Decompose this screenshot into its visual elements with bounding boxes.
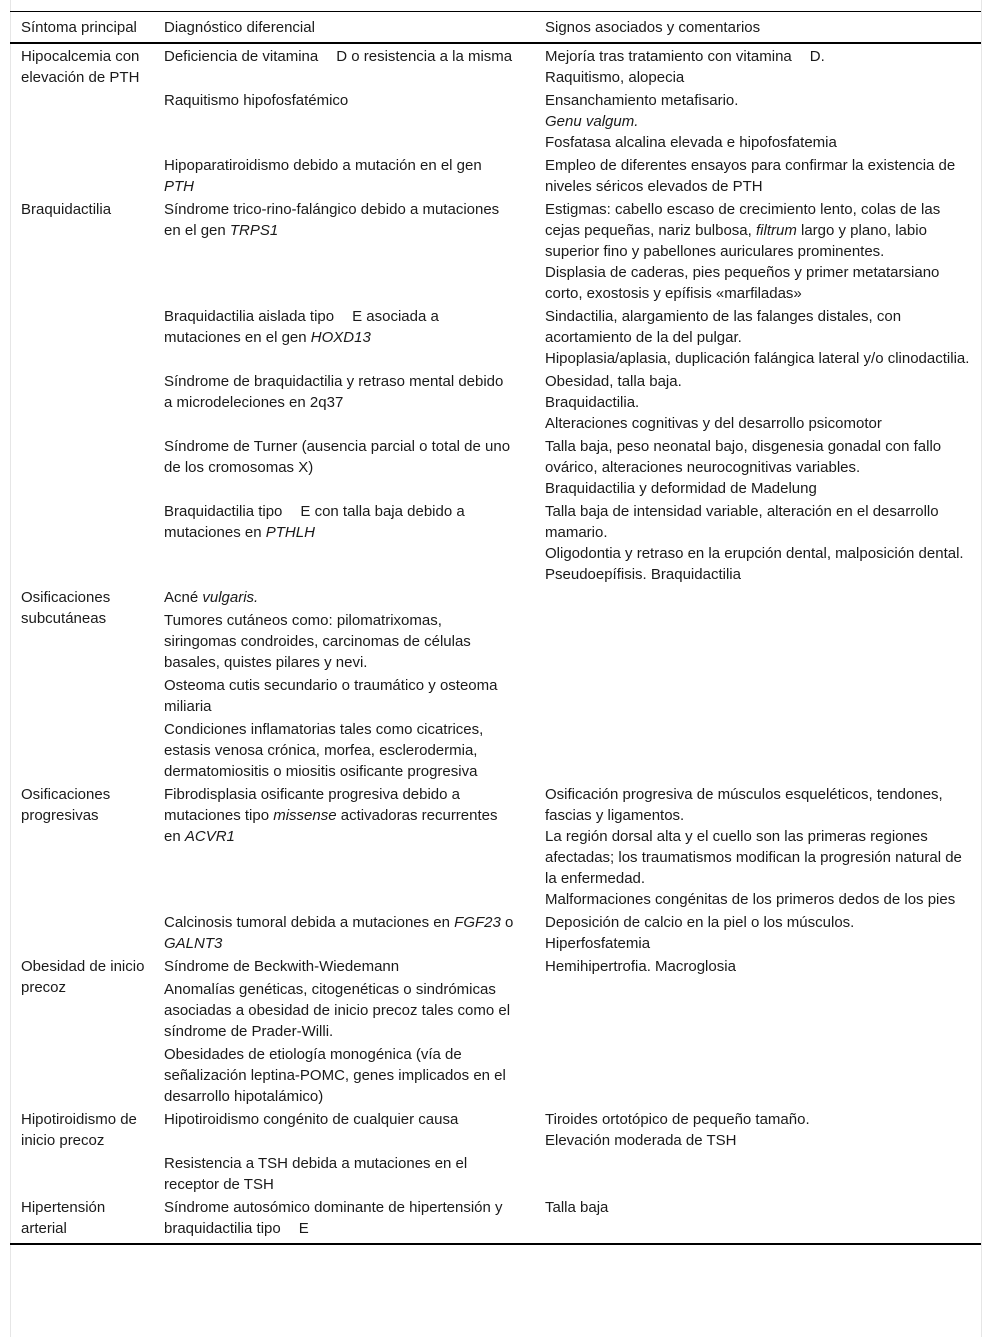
text-run: Pseudoepífisis. Braquidactilia [545,566,741,583]
table-row [10,673,981,717]
comments-cell [534,585,981,608]
comment-line [545,262,971,304]
text-run: Talla baja, peso neonatal bajo, disgenesia gonadal con fallo ovárico, alteraciones neurocognitivas variables. [545,438,942,476]
italic-text: Genu valgum. [545,113,639,130]
differential-cell [153,910,534,954]
comments-cell [534,608,981,673]
table-row [10,910,981,954]
comments-cell [534,954,981,977]
comment-line [545,67,971,88]
table-row [10,954,981,977]
comment-line [545,478,971,499]
comment-line [545,371,971,392]
text-run: Estigmas: cabello escaso de crecimiento lento, colas de las cejas pequeñas, nariz bulbosa, [545,201,941,239]
symptom-cell: Hipertensión arterial [21,1199,106,1237]
differential-cell [153,1042,534,1107]
comments-cell [534,153,981,197]
comments-cell [534,717,981,782]
italic-text: filtrum [755,222,797,239]
text-run: D o resistencia a la misma [336,48,513,65]
comment-line [545,199,971,262]
table-row [10,1042,981,1107]
text-run: E asociada a mutaciones en el gen [164,308,439,346]
comment-line [545,826,971,889]
comments-cell [534,782,981,910]
differential-cell [153,1107,534,1151]
text-run: Mejoría tras tratamiento con vitamina [545,48,792,65]
comment-line [545,392,971,413]
italic-text: missense [273,807,337,824]
symptom-cell: Braquidactilia [21,201,112,218]
text-run: Osificación progresiva de músculos esqueléticos, tendones, fascias y ligamentos. [545,786,943,824]
text-run: Raquitismo, alopecia [545,69,685,86]
text-run: E [298,1220,309,1237]
differential-cell [153,608,534,673]
table-row [10,782,981,910]
differential-cell [153,43,534,88]
table-row [10,608,981,673]
text-run: Elevación moderada de TSH [545,1132,737,1149]
comment-line [545,90,971,111]
header-comments: Signos asociados y comentarios [534,12,981,44]
text-run: E con talla baja debido a mutaciones en [164,503,465,541]
text-run: Deposición de calcio en la piel o los músculos. [545,914,855,931]
text-run: activadoras recurrentes en [164,807,498,845]
differential-cell [153,304,534,369]
differential-cell [153,717,534,782]
comments-cell [534,88,981,153]
text-run: Oligodontia y retraso en la erupción dental, malposición dental. [545,545,964,562]
text-run: Resistencia a TSH debida a mutaciones en el receptor de TSH [164,1155,468,1193]
comment-line [545,348,971,369]
text-run: Malformaciones congénitas de los primeros dedos de los pies [545,891,956,908]
comments-cell [534,43,981,88]
table-row [10,1151,981,1195]
comment-line [545,111,971,132]
text-run: Empleo de diferentes ensayos para confirmar la existencia de niveles séricos elevados de PTH [545,157,956,195]
comments-cell [534,1151,981,1195]
differential-cell [153,1151,534,1195]
text-run: Obesidades de etiología monogénica (vía de señalización leptina-POMC, genes implicados en el desarrollo hipotalámico) [164,1046,506,1105]
symptom-cell: Hipotiroidismo de inicio precoz [21,1111,137,1149]
differential-cell [153,1195,534,1244]
table-row [10,43,981,88]
italic-text: PTH [164,178,194,195]
text-run: Fibrodisplasia osificante progresiva debido a mutaciones tipo [164,786,461,824]
differential-cell [153,673,534,717]
italic-text: vulgaris. [202,589,259,606]
table-row [10,1107,981,1151]
table-row [10,977,981,1042]
symptom-cell: Hipocalcemia con elevación de PTH [21,48,140,86]
text-run: Hiperfosfatemia [545,935,651,952]
comment-line [545,436,971,478]
comment-line [545,889,971,910]
table-row [10,434,981,499]
table-row [10,153,981,197]
comment-line [545,46,971,67]
differential-diagnosis-table [10,11,981,1245]
text-run: Tumores cutáneos como: pilomatrixomas, siringomas condroides, carcinomas de células basales, quistes pilares y nevi. [164,612,471,671]
text-run: Alteraciones cognitivas y del desarrollo psicomotor [545,415,882,432]
comments-cell [534,977,981,1042]
table-row [10,197,981,304]
comments-cell [534,304,981,369]
italic-text: PTHLH [265,524,315,541]
comment-line [545,1197,971,1218]
comments-cell [534,197,981,304]
header-differential: Diagnóstico diferencial [153,12,534,44]
comments-cell [534,910,981,954]
text-run: Síndrome de Turner (ausencia parcial o total de uno de los cromosomas X) [164,438,511,476]
differential-cell [153,782,534,910]
italic-text: ACVR1 [184,828,235,845]
text-run: Raquitismo hipofosfatémico [164,92,349,109]
comment-line [545,155,971,197]
comment-line [545,543,971,564]
differential-cell [153,153,534,197]
text-run: Braquidactilia aislada tipo [164,308,335,325]
text-run: Anomalías genéticas, citogenéticas o sindrómicas asociadas a obesidad de inicio precoz tales como el síndrome de Prader-Willi. [164,981,511,1040]
differential-cell [153,197,534,304]
symptom-cell: Osificaciones progresivas [21,786,111,824]
text-run: Síndrome trico-rino-falángico debido a mutaciones en el gen [164,201,500,239]
text-run: Acné [164,589,203,606]
differential-cell [153,369,534,434]
table-row [10,1195,981,1244]
comment-line [545,784,971,826]
italic-text: FGF23 [454,914,501,931]
text-run: Síndrome de Beckwith-Wiedemann [164,958,400,975]
differential-cell [153,434,534,499]
header-symptom: Síntoma principal [10,12,153,44]
table-body [10,43,981,1244]
comment-line [545,1109,971,1130]
text-run: Síndrome de braquidactilia y retraso mental debido a microdeleciones en 2q37 [164,373,504,411]
differential-cell [153,977,534,1042]
table-row [10,585,981,608]
table-row [10,499,981,585]
text-run: Hemihipertrofia. Macroglosia [545,958,736,975]
text-run: Deficiencia de vitamina [164,48,319,65]
comment-line [545,413,971,434]
text-run: Obesidad, talla baja. [545,373,682,390]
comment-line [545,933,971,954]
text-run: Braquidactilia y deformidad de Madelung [545,480,817,497]
text-run: Condiciones inflamatorias tales como cicatrices, estasis venosa crónica, morfea, esclerodermia, dermatomiositis o miositis osificante progresiva [164,721,484,780]
differential-cell [153,585,534,608]
text-run: Talla baja [545,1199,609,1216]
table-header [10,12,981,44]
text-run: Displasia de caderas, pies pequeños y primer metatarsiano corto, exostosis y epífisis «marfiladas» [545,264,940,302]
italic-text: GALNT3 [164,935,223,952]
text-run: Braquidactilia tipo [164,503,283,520]
differential-cell [153,954,534,977]
text-run: Hipoparatiroidismo debido a mutación en el gen [164,157,482,174]
text-run: La región dorsal alta y el cuello son las primeras regiones afectadas; los traumatismos modifican la progresión natural de la enfermedad. [545,828,962,887]
comments-cell [534,673,981,717]
comments-cell [534,499,981,585]
text-run: Talla baja de intensidad variable, alteración en el desarrollo mamario. [545,503,939,541]
text-run: Osteoma cutis secundario o traumático y osteoma miliaria [164,677,498,715]
text-run: Hipotiroidismo congénito de cualquier causa [164,1111,459,1128]
text-run: o [500,914,514,931]
text-run: Fosfatasa alcalina elevada e hipofosfatemia [545,134,837,151]
comments-cell [534,1195,981,1244]
text-run: Calcinosis tumoral debida a mutaciones en [164,914,455,931]
comment-line [545,912,971,933]
comment-line [545,564,971,585]
text-run: Ensanchamiento metafisario. [545,92,739,109]
text-run: Síndrome autosómico dominante de hipertensión y braquidactilia tipo [164,1199,503,1237]
italic-text: TRPS1 [229,222,279,239]
text-run: Tiroides ortotópico de pequeño tamaño. [545,1111,810,1128]
differential-cell [153,88,534,153]
comment-line [545,501,971,543]
text-run: Braquidactilia. [545,394,640,411]
symptom-cell: Obesidad de inicio precoz [21,958,145,996]
symptom-cell: Osificaciones subcutáneas [21,589,111,627]
table-row [10,88,981,153]
comments-cell [534,1042,981,1107]
text-run: Sindactilia, alargamiento de las falanges distales, con acortamiento de la del pulgar. [545,308,902,346]
comment-line [545,132,971,153]
table-row [10,369,981,434]
comments-cell [534,369,981,434]
comment-line [545,306,971,348]
table-row [10,304,981,369]
text-run: Hipoplasia/aplasia, duplicación falángica lateral y/o clinodactilia. [545,350,970,367]
differential-cell [153,499,534,585]
comment-line [545,956,971,977]
comments-cell [534,434,981,499]
comment-line [545,1130,971,1151]
table-row [10,717,981,782]
text-run: largo y plano, labio superior fino y pabellones auriculares prominentes. [545,222,927,260]
italic-text: HOXD13 [310,329,371,346]
text-run: D. [809,48,825,65]
comments-cell [534,1107,981,1151]
